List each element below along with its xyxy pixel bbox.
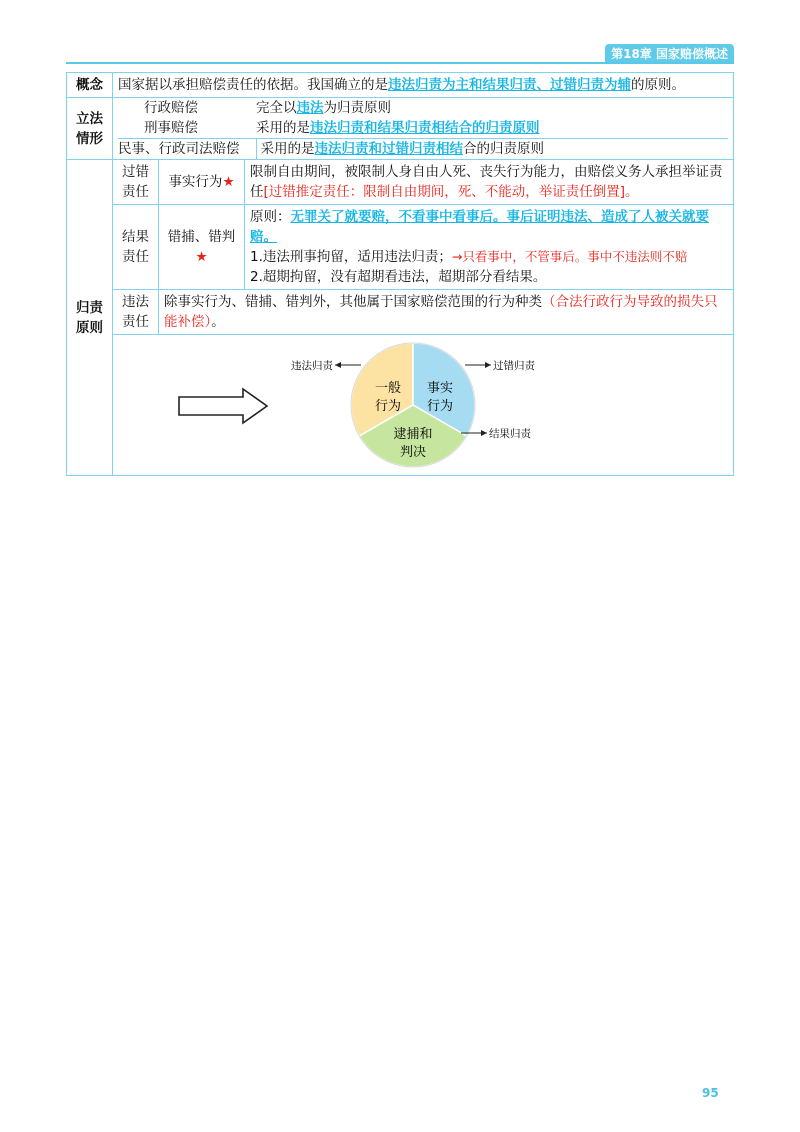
result-label: 结果 责任 bbox=[113, 205, 159, 290]
illegal-label: 违法 责任 bbox=[113, 290, 159, 335]
legis-row bbox=[67, 98, 734, 160]
legis-item-name: 行政赔偿 bbox=[144, 100, 198, 116]
result-text: 原则：无罪关了就要赔，不看事中看事后。事后证明违法、造成了人被关就要赔。 1.违法刑事拘留，适用违法归责；→只看事中，不管事后。事中不违法则不赔 2.超期拘留，没有超期看违法，超期部分看结果。 bbox=[245, 205, 734, 290]
legis-inner bbox=[118, 98, 728, 159]
out-right-bottom-label: 结果归责 bbox=[489, 428, 531, 440]
seg-general-label-1: 一般 bbox=[374, 381, 402, 396]
header-rule bbox=[66, 62, 734, 64]
principle-label-1: 归责 bbox=[76, 299, 103, 316]
illegal-text: 除事实行为、错捕、错判外，其他属于国家赔偿范围的行为种类（合法行政行为导致的损失只能补偿）。 bbox=[159, 290, 734, 335]
legis-item bbox=[118, 118, 728, 139]
seg-factual-label-2: 行为 bbox=[426, 399, 454, 414]
concept-row bbox=[67, 73, 734, 98]
legis-label bbox=[67, 98, 113, 160]
legis-item-text: 采用的是违法归责和过错归责相结合的归责原则 bbox=[256, 139, 728, 160]
legis-label-2: 情形 bbox=[76, 130, 103, 147]
arrow-left-icon bbox=[335, 362, 341, 368]
legis-content bbox=[113, 98, 734, 160]
liability-pie-diagram bbox=[113, 335, 733, 475]
arrow-right-icon bbox=[485, 362, 491, 368]
concept-text bbox=[113, 73, 734, 98]
right-arrow-icon bbox=[179, 389, 267, 423]
legis-item bbox=[118, 98, 728, 118]
page-number: 95 bbox=[702, 1086, 719, 1100]
concept-text-a: 国家据以承担赔偿责任的依据。我国确立的是 bbox=[118, 77, 388, 93]
principle-label bbox=[67, 160, 113, 476]
legis-item-text: 采用的是违法归责和结果归责相结合的归责原则 bbox=[256, 120, 540, 136]
result-scope: 错捕、错判★ bbox=[159, 205, 245, 290]
fault-text: 限制自由期间，被限制人身自由人死、丧失行为能力，由赔偿义务人承担举证责任[过错推定责任：限制自由期间，死、不能动，举证责任倒置]。 bbox=[245, 160, 734, 205]
liability-table bbox=[66, 72, 734, 476]
fault-label: 过错 责任 bbox=[113, 160, 159, 205]
legis-item-name: 刑事赔偿 bbox=[144, 120, 198, 136]
star-icon: ★ bbox=[222, 174, 235, 190]
out-left-label: 违法归责 bbox=[291, 360, 333, 372]
legis-item bbox=[118, 139, 728, 160]
diagram-row bbox=[67, 335, 734, 476]
result-row bbox=[67, 205, 734, 290]
illegal-row bbox=[67, 290, 734, 335]
legis-item-name: 民事、行政司法赔偿 bbox=[118, 139, 256, 160]
legis-label-1: 立法 bbox=[76, 110, 103, 127]
principle-label-2: 原则 bbox=[76, 319, 103, 336]
out-right-top-label: 过错归责 bbox=[493, 360, 535, 372]
arrow-right-icon bbox=[481, 430, 487, 436]
legis-item-text: 完全以违法为归责原则 bbox=[256, 100, 391, 116]
star-icon: ★ bbox=[195, 249, 208, 265]
seg-factual-label-1: 事实 bbox=[426, 381, 454, 396]
seg-general-label-2: 行为 bbox=[374, 399, 402, 414]
concept-highlight: 违法归责为主和结果归责、过错归责为辅 bbox=[388, 77, 631, 93]
chapter-header-tab: 第18章 国家赔偿概述 bbox=[605, 44, 734, 64]
seg-arrest-label-2: 判决 bbox=[399, 445, 427, 460]
seg-arrest-label-1: 逮捕和 bbox=[393, 427, 433, 442]
concept-label: 概念 bbox=[67, 73, 113, 98]
fault-scope: 事实行为★ bbox=[159, 160, 245, 205]
diagram-cell bbox=[113, 335, 734, 476]
fault-row bbox=[67, 160, 734, 205]
concept-text-c: 的原则。 bbox=[631, 77, 685, 93]
